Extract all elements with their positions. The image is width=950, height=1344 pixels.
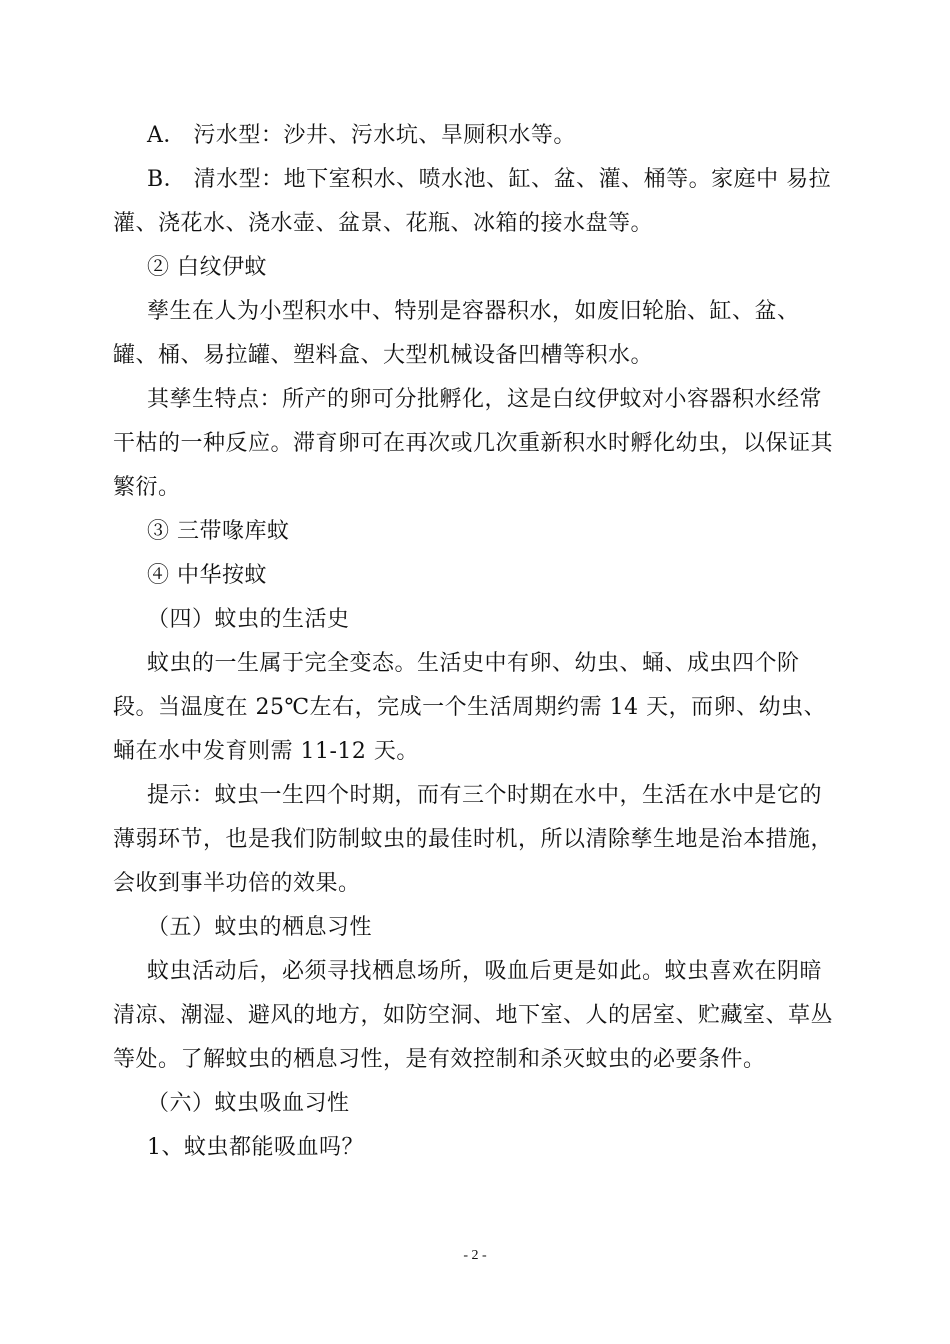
page-number: - 2 - [463,1248,487,1263]
heading-aedes-albopictus: ② 白纹伊蚊 [147,255,267,280]
heading-culex-tritaeniorhynchus: ③ 三带喙库蚊 [147,519,290,544]
heading-anopheles-sinensis: ④ 中华按蚊 [147,563,267,588]
document-body [113,114,843,1170]
section-heading-resting-habits: （五）蚊虫的栖息习性 [147,915,373,940]
paragraph-tip: 提示：蚊虫一生四个时期，而有三个时期在水中，生活在水中是它的薄弱环节，也是我们防制蚊虫的最佳时机，所以清除孳生地是治本措施，会收到事半功倍的效果。 [113,783,834,896]
paragraph-sewage-type: A． 污水型：沙井、污水坑、旱厕积水等。 [147,123,576,148]
section-heading-blood-feeding: （六）蚊虫吸血习性 [147,1091,350,1116]
paragraph-life-history: 蚊虫的一生属于完全变态。生活史中有卵、幼虫、蛹、成虫四个阶段。当温度在 25℃左右，完成一个生活周期约需 14 天，而卵、幼虫、蛹在水中发育则需 11-12 天。 [113,651,827,764]
question-blood-feeding: 1、蚊虫都能吸血吗？ [147,1135,364,1160]
paragraph-resting-habits: 蚊虫活动后，必须寻找栖息场所，吸血后更是如此。蚊虫喜欢在阴暗清凉、潮湿、避风的地方，如防空洞、地下室、人的居室、贮藏室、草丛等处。了解蚊虫的栖息习性，是有效控制和杀灭蚊虫的必要条件。 [113,959,834,1072]
paragraph-aedes-breeding-features: 其孳生特点：所产的卵可分批孵化，这是白纹伊蚊对小容器积水经常干枯的一种反应。滞育卵可在再次或几次重新积水时孵化幼虫，以保证其繁衍。 [113,387,834,500]
paragraph-aedes-breeding: 孳生在人为小型积水中、特别是容器积水，如废旧轮胎、缸、盆、罐、桶、易拉罐、塑料盒、大型机械设备凹槽等积水。 [113,299,800,368]
paragraph-clean-water-type: B． 清水型：地下室积水、喷水池、缸、盆、灌、桶等。家庭中 易拉灌、浇花水、浇水壶、盆景、花瓶、冰箱的接水盘等。 [113,167,832,236]
section-heading-life-history: （四）蚊虫的生活史 [147,607,350,632]
